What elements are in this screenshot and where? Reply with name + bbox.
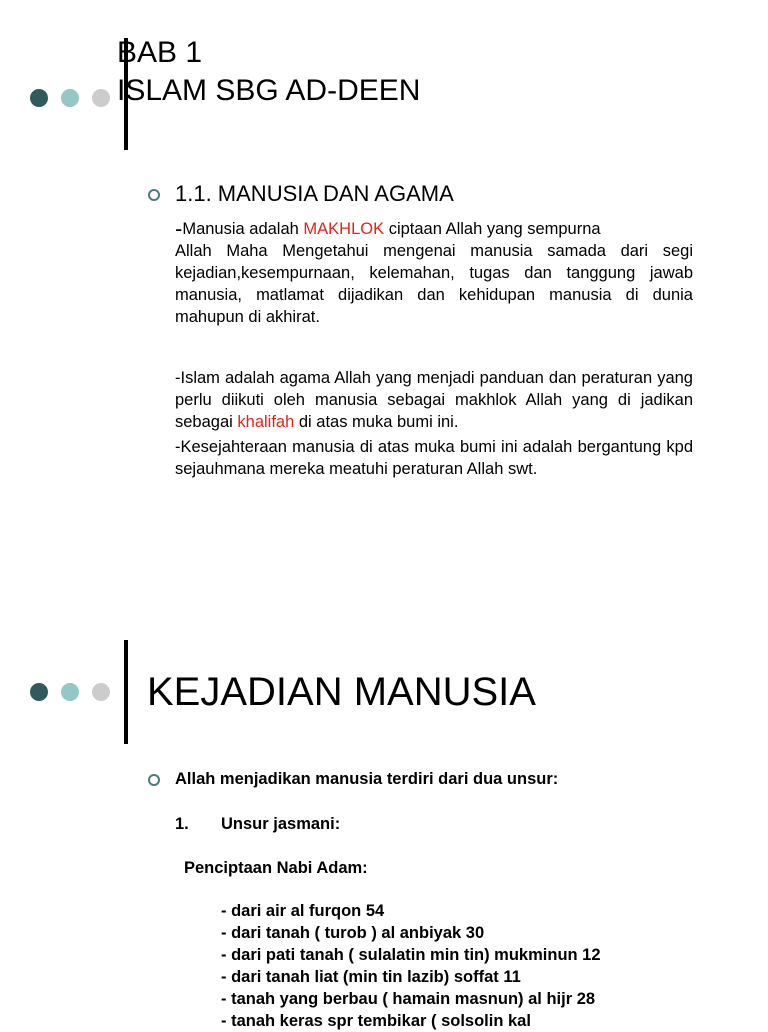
item-number: 1. <box>175 815 189 833</box>
paragraph-allah-maha-mengetahui: Allah Maha Mengetahui mengenai manusia samada dari segi kejadian,kesempurnaan, kelemahan, tugas dan tanggung jawab manusia, matlamat dijadikan dan kehidupan manusia di dunia mahupun di akhirat. <box>175 242 693 326</box>
decor-dot-mid <box>61 683 79 701</box>
decor-dot-mid <box>61 89 79 107</box>
decor-dot-dark <box>30 683 48 701</box>
bullet-icon <box>148 774 160 786</box>
line1-pre: Manusia adalah <box>182 220 304 238</box>
list-item: - dari tanah liat (min tin lazib) soffat 11 <box>221 968 521 986</box>
decor-dot-light <box>92 89 110 107</box>
para2-post: di atas muka bumi ini. <box>294 413 459 431</box>
para2-pre: -Islam adalah agama Allah yang menjadi panduan dan peraturan yang perlu diikuti oleh manusia sebagai makhlok Allah yang di jadikan sebagai <box>175 369 693 431</box>
slide-1-title-line-2: ISLAM SBG AD-DEEN <box>117 74 421 107</box>
decor-dot-light <box>92 683 110 701</box>
dash-prefix: - <box>175 216 183 241</box>
paragraph-manusia <box>175 218 693 328</box>
subheading-penciptaan: Penciptaan Nabi Adam: <box>184 859 368 877</box>
list-item: - dari pati tanah ( sulalatin min tin) mukminun 12 <box>221 946 601 964</box>
slide-2-title: KEJADIAN MANUSIA <box>147 670 536 714</box>
paragraph-kesejahteraan: -Kesejahteraan manusia di atas muka bumi ini adalah bergantung kpd sejauhmana mereka meatuhi peraturan Allah swt. <box>175 438 693 478</box>
section-heading: 1.1. MANUSIA DAN AGAMA <box>175 181 454 206</box>
highlight-khalifah: khalifah <box>237 413 295 431</box>
title-divider-bar <box>124 640 128 744</box>
slide-1-title-line-1: BAB 1 <box>117 36 203 69</box>
paragraph-islam-agama <box>175 367 693 433</box>
item-label: Unsur jasmani: <box>221 815 341 833</box>
list-item: - tanah keras spr tembikar ( solsolin kal <box>221 1012 531 1030</box>
bullet-text: Allah menjadikan manusia terdiri dari dua unsur: <box>175 770 559 788</box>
highlight-makhlok: MAKHLOK <box>303 220 385 238</box>
line1-post: ciptaan Allah yang sempurna <box>384 220 601 238</box>
list-item: - dari tanah ( turob ) al anbiyak 30 <box>221 924 485 942</box>
list-item: - dari air al furqon 54 <box>221 902 385 920</box>
list-item: - tanah yang berbau ( hamain masnun) al hijr 28 <box>221 990 596 1008</box>
decor-dot-dark <box>30 89 48 107</box>
bullet-icon <box>148 189 160 201</box>
